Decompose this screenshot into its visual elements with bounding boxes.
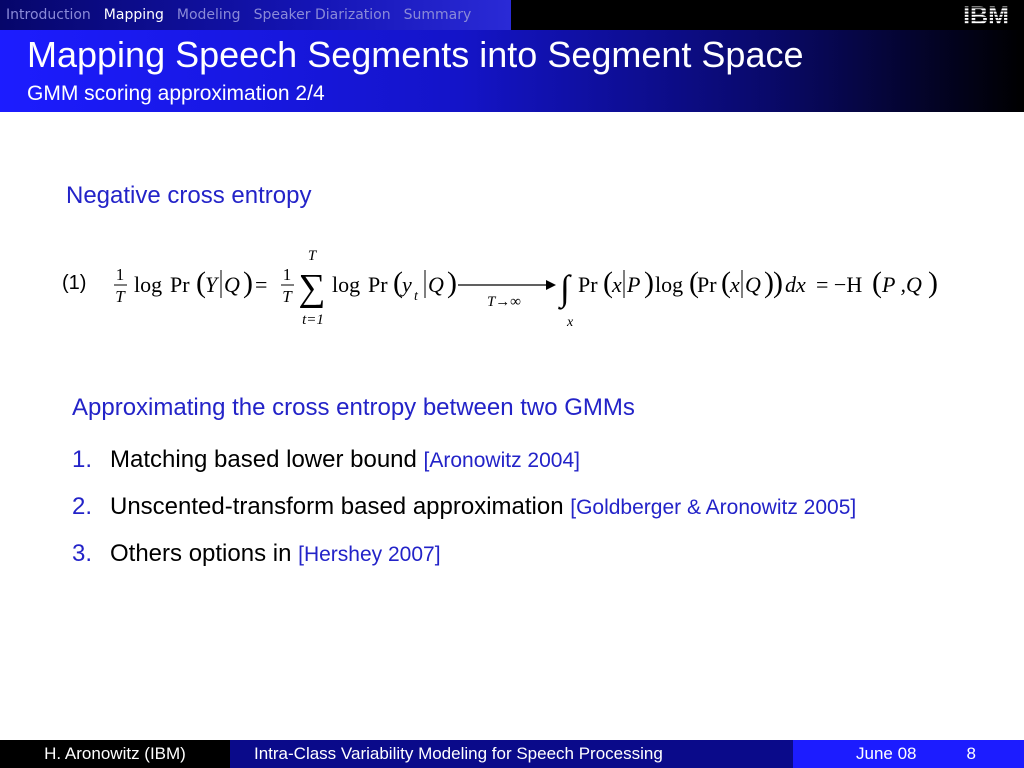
eq-log-1: log [134, 272, 163, 297]
eq-x-1: x [612, 272, 622, 297]
svg-text:): ) [644, 266, 654, 299]
eq-log-2: log [332, 272, 361, 297]
section-heading: Negative cross entropy [66, 182, 312, 209]
nav-tab-summary[interactable]: Summary [403, 7, 472, 23]
eq-y: y [402, 272, 412, 297]
list-item [72, 491, 992, 524]
eq-pr-3: Pr [578, 272, 598, 297]
svg-text:(: ( [721, 266, 731, 299]
eq-equals-1: = [255, 272, 268, 297]
eq-frac1-num: 1 [115, 265, 125, 284]
eq-x-2: x [730, 272, 740, 297]
list-item [72, 444, 992, 477]
eq-sum-top: T [307, 248, 317, 264]
svg-text:(: ( [603, 266, 613, 299]
eq-PQ: P ,Q [882, 272, 922, 297]
svg-text:): ) [447, 266, 457, 299]
list-text: Others options in [Hershey 2007] [110, 540, 441, 567]
nav-tab-speaker-diarization[interactable]: Speaker Diarization [253, 7, 391, 23]
footer-title: Intra-Class Variability Modeling for Speech Processing [230, 740, 793, 768]
citation: [Goldberger & Aronowitz 2005] [570, 496, 857, 519]
footer-date: June 08 [856, 744, 917, 763]
list-number: 3. [72, 540, 93, 567]
list-item [72, 538, 992, 571]
eq-Q-2: Q [428, 272, 444, 297]
eq-log-3: log [655, 272, 684, 297]
nav-bar [0, 0, 1024, 30]
citation: [Aronowitz 2004] [423, 449, 580, 472]
svg-text:∑: ∑ [298, 267, 326, 309]
svg-text:(: ( [689, 266, 699, 299]
svg-text:(: ( [872, 266, 882, 299]
footer-author: H. Aronowitz (IBM) [0, 740, 230, 768]
page-number: 8 [966, 744, 976, 763]
nav-tab-modeling[interactable]: Modeling [176, 7, 241, 23]
approx-list [72, 444, 992, 585]
svg-text:(: ( [393, 266, 403, 299]
eq-pr-1: Pr [170, 272, 190, 297]
svg-text:): ) [773, 266, 783, 299]
eq-Q-3: Q [745, 272, 761, 297]
eq-frac1-den: T [115, 287, 125, 306]
cross-entropy-equation [100, 240, 960, 340]
footer [0, 740, 1024, 768]
svg-text:∫: ∫ [560, 268, 570, 308]
list-number: 1. [72, 446, 93, 473]
nav-tab-introduction[interactable]: Introduction [6, 7, 91, 23]
footer-right [793, 740, 1024, 768]
page-title: Mapping Speech Segments into Segment Space [27, 34, 804, 75]
eq-integral-sub: x [567, 315, 574, 330]
svg-text:): ) [243, 266, 253, 299]
eq-Q-1: Q [224, 272, 240, 297]
list-text: Unscented-transform based approximation [Goldberger & Aronowitz 2005] [110, 493, 857, 520]
eq-frac2-num: 1 [282, 265, 292, 284]
page-subtitle: GMM scoring approximation 2/4 [27, 82, 325, 105]
svg-text:(: ( [196, 266, 206, 299]
eq-P: P [627, 272, 641, 297]
eq-t-sub: t [414, 289, 418, 304]
equation-label: (1) [62, 272, 87, 294]
eq-frac2-den: T [282, 287, 292, 306]
eq-pr-4: Pr [697, 272, 717, 297]
eq-minus-H: = −H [816, 272, 863, 297]
nav-tab-mapping[interactable]: Mapping [103, 7, 164, 23]
list-text: Matching based lower bound [Aronowitz 2004] [110, 446, 580, 473]
eq-Y: Y [205, 272, 218, 297]
svg-text:): ) [928, 266, 938, 299]
title-band [0, 30, 1024, 112]
eq-sum-bottom: t=1 [302, 312, 324, 328]
ibm-logo [956, 2, 1016, 28]
svg-text:IBM: IBM [963, 2, 1009, 28]
citation: [Hershey 2007] [298, 543, 441, 566]
list-number: 2. [72, 493, 93, 520]
nav-tabs [0, 0, 511, 30]
approx-heading: Approximating the cross entropy between two GMMs [72, 394, 635, 421]
svg-text:): ) [764, 266, 774, 299]
eq-limit: T→∞ [486, 294, 522, 310]
eq-dx: dx [785, 272, 806, 297]
eq-pr-2: Pr [368, 272, 388, 297]
